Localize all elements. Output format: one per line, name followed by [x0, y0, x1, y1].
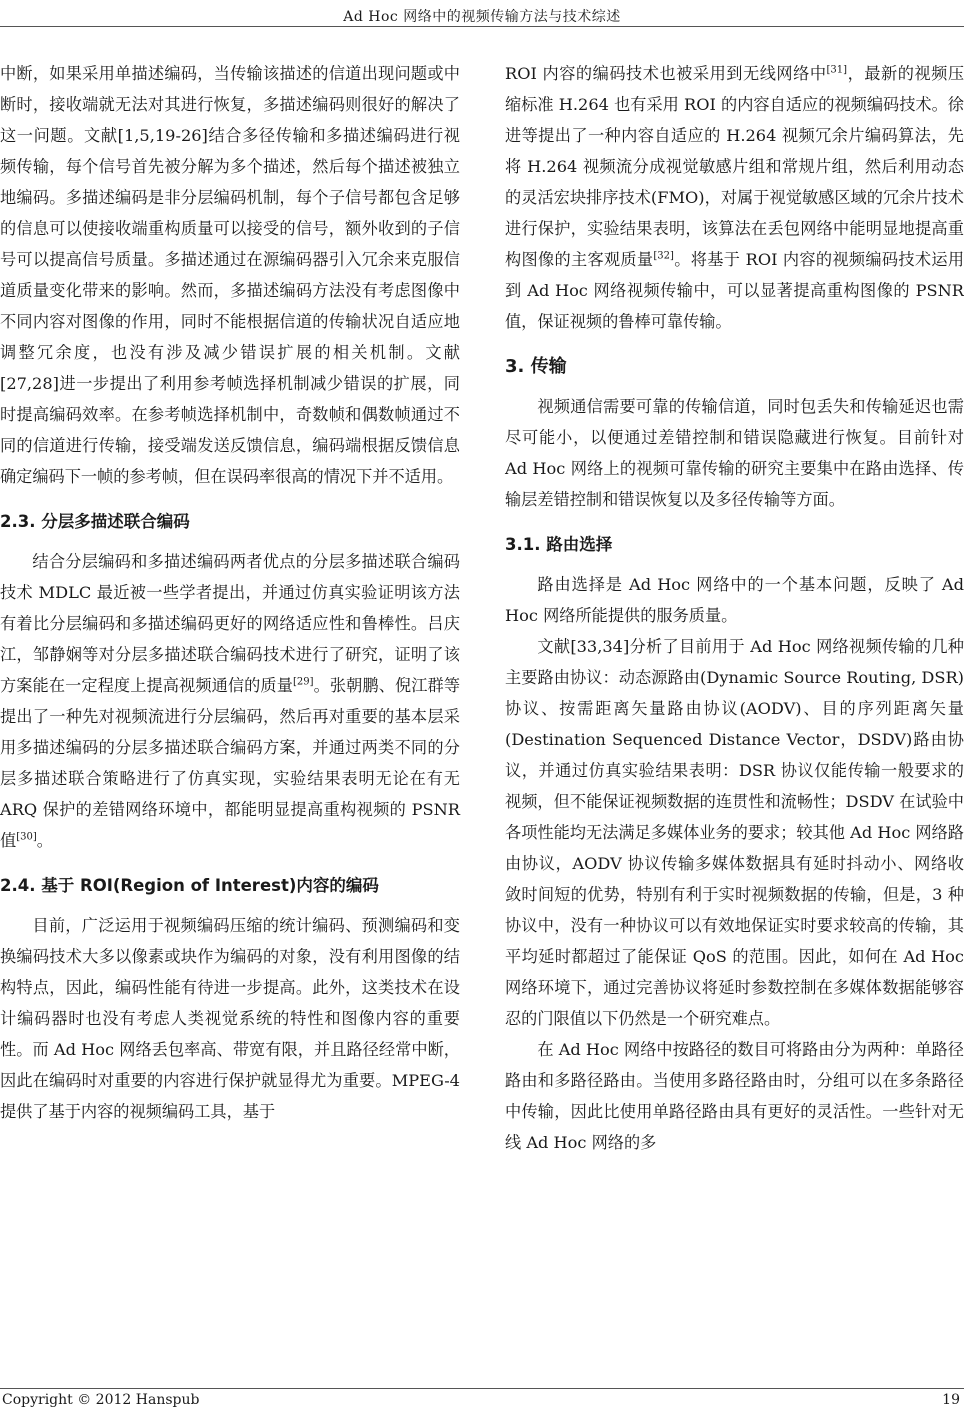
footer-rule: [0, 1388, 964, 1389]
running-head: Ad Hoc 网络中的视频传输方法与技术综述: [343, 9, 621, 25]
paragraph: 目前，广泛运用于视频编码压缩的统计编码、预测编码和变换编码技术大多以像素或块作为编码的对象，没有利用图像的结构特点，因此，编码性能有待进一步提高。此外，这类技术在设计编码器时也没有考虑人类视觉系统的特性和图像内容的重要性。而 Ad Hoc 网络丢包率高、带宽有限，并且路径经常中断，因此在编码时对重要的内容进行保护就显得尤为重要。MPEG-4 提供了基于内容的视频编码工具，基于: [0, 916, 460, 1121]
section-heading-3: 3. 传输: [505, 356, 567, 377]
text-run: ROI 内容的编码技术也被采用到无线网络中: [505, 64, 827, 83]
text-run: 。张朝鹏、倪江群等提出了一种先对视频流进行分层编码，然后再对重要的基本层采用多描述编码的分层多描述联合编码方案，并通过两类不同的分层多描述联合策略进行了仿真实现，实验结果表明无论在有无 ARQ 保护的差错网络环境中，都能明显提高重构视频的 PSNR 值: [0, 676, 461, 850]
section-heading-3-1: 3.1. 路由选择: [505, 535, 613, 554]
citation-ref: [31]: [826, 64, 848, 76]
right-column: [505, 58, 964, 1158]
section-heading-2-4: 2.4. 基于 ROI(Region of Interest)内容的编码: [0, 876, 379, 895]
paragraph: [505, 58, 964, 337]
copyright: Copyright © 2012 Hanspub: [2, 1392, 200, 1408]
citation-ref: [32]: [653, 250, 674, 262]
paragraph: 路由选择是 Ad Hoc 网络中的一个基本问题，反映了 Ad Hoc 网络所能提供的服务质量。: [505, 575, 964, 625]
left-column: [0, 58, 460, 1127]
paragraph: 文献[33,34]分析了目前用于 Ad Hoc 网络视频传输的几种主要路由协议：动态源路由(Dynamic Source Routing, DSR)协议、按需距离矢量路由协议(AODV)、目的序列距离矢量(Destination Sequenced Distance Vector，DSDV)路由协议，并通过仿真实验结果表明：DSR 协议仅能传输一般要求的视频，但不能保证视频数据的连贯性和流畅性；DSDV 在试验中各项性能均无法满足多媒体业务的要求；较其他 Ad Hoc 网络路由协议，AODV 协议传输多媒体数据具有延时抖动小、网络收敛时间短的优势，特别有利于实时视频数据的传输，但是，3 种协议中，没有一种协议可以有效地保证实时要求较高的传输，其平均延时都超过了能保证 QoS 的范围。因此，如何在 Ad Hoc 网络环境下，通过完善协议将延时参数控制在多媒体数据能够容忍的门限值以下仍然是一个研究难点。: [505, 637, 964, 1028]
citation-ref: [29]: [292, 676, 314, 688]
paragraph: 在 Ad Hoc 网络中按路径的数目可将路由分为两种：单路径路由和多路径路由。当使用多路径路由时，分组可以在多条路径中传输，因此比使用单路径路由具有更好的灵活性。一些针对无线 Ad Hoc 网络的多: [505, 1040, 964, 1152]
citation-ref: [30]: [16, 831, 37, 843]
paragraph: 中断，如果采用单描述编码，当传输该描述的信道出现问题或中断时，接收端就无法对其进行恢复，多描述编码则很好的解决了这一问题。文献[1,5,19-26]结合多径传输和多描述编码进行视频传输，每个信号首先被分解为多个描述，然后每个描述被独立地编码。多描述编码是非分层编码机制，每个子信号都包含足够的信息可以使接收端重构质量可以接受的信号，额外收到的子信号可以提高信号质量。多描述通过在源编码器引入冗余来克服信道质量变化带来的影响。然而，多描述编码方法没有考虑图像中不同内容对图像的作用，同时不能根据信道的传输状况自适应地调整冗余度，也没有涉及减少错误扩展的相关机制。文献[27,28]进一步提出了利用参考帧选择机制减少错误的扩展，同时提高编码效率。在参考帧选择机制中，奇数帧和偶数帧通过不同的信道进行传输，接受端发送反馈信息，编码端根据反馈信息确定编码下一帧的参考帧，但在误码率很高的情况下并不适用。: [0, 64, 460, 486]
paragraph: [0, 546, 460, 856]
text-run: 。将基于 ROI 内容的视频编码技术运用到 Ad Hoc 网络视频传输中，可以显著提高重构图像的 PSNR 值，保证视频的鲁棒可靠传输。: [505, 250, 964, 331]
text-run: ，最新的视频压缩标准 H.264 也有采用 ROI 的内容自适应的视频编码技术。徐进等提出了一种内容自适应的 H.264 视频冗余片编码算法，先将 H.264 视频流分成视觉敏感片组和常规片组，然后利用动态的灵活宏块排序技术(FMO)，对属于视觉敏感区域的冗余片技术进行保护，实验结果表明，该算法在丢包网络中能明显地提高重构图像的主客观质量: [505, 64, 964, 269]
section-heading-2-3: 2.3. 分层多描述联合编码: [0, 512, 190, 531]
text-run: 。: [36, 831, 53, 850]
text-run: 结合分层编码和多描述编码两者优点的分层多描述联合编码技术 MDLC 最近被一些学者提出，并通过仿真实验证明该方法有着比分层编码和多描述编码更好的网络适应性和鲁棒性。吕庆江，邹静娴等对分层多描述联合编码技术进行了研究，证明了该方案能在一定程度上提高视频通信的质量: [0, 552, 460, 695]
paragraph: 视频通信需要可靠的传输信道，同时包丢失和传输延迟也需尽可能小，以便通过差错控制和错误隐藏进行恢复。目前针对 Ad Hoc 网络上的视频可靠传输的研究主要集中在路由选择、传输层差错控制和错误恢复以及多径传输等方面。: [505, 397, 964, 509]
page-number: 19: [942, 1392, 960, 1408]
header-rule: [0, 26, 964, 27]
